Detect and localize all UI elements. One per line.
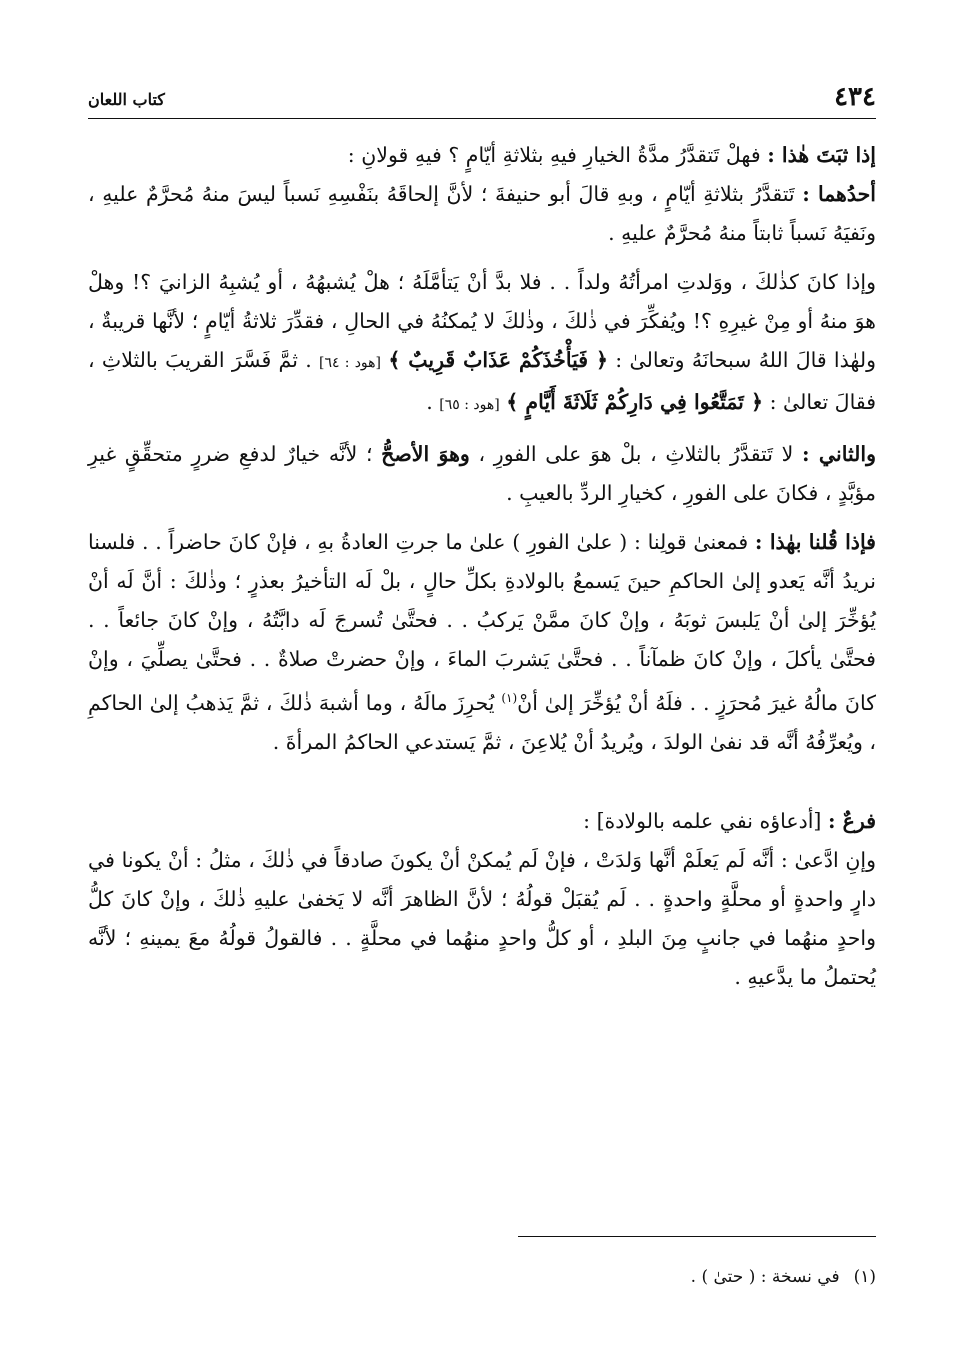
paragraph-6 <box>88 802 876 841</box>
paragraph-4 <box>88 435 876 513</box>
paragraph-1-text: فهلْ تَتقدَّرُ مدَّةُ الخيارِ فيهِ بثلاثةِ أيّامٍ ؟ فيهِ قولانِ : <box>347 143 768 167</box>
paragraph-4-text-1: لا تَتقدَّرُ بالثلاثِ ، بلْ هوَ على الفورِ ، <box>469 442 803 466</box>
page-number: ٤٣٤ <box>834 82 876 112</box>
paragraph-2-lead: أحدُهما : <box>802 182 876 206</box>
paragraph-3 <box>88 263 876 425</box>
verse-reference-2: [هود : ٦٥] <box>439 397 500 413</box>
footnote-rule <box>518 1236 876 1237</box>
footnote <box>88 1262 876 1292</box>
paragraph-7 <box>88 841 876 997</box>
book-page <box>88 0 876 1367</box>
paragraph-5-text: فمعنىٰ قولِنا : ( علىٰ الفورِ ) علىٰ ما جرتِ العادةُ بهِ ، فإنْ كانَ حاضراً . . فلسنا نريدُ أنَّه يَعدو إلىٰ الحاكمِ حينَ يَسمعُ بالولادةِ بكلِّ حالٍ ، بلْ لَه التأخيرُ بعذرٍ ؛ وذٰلكَ : أنَّ لَه أنْ يُؤخِّرَ إلىٰ أنْ يَلبسَ ثوبَهُ ، وإنْ كانَ ممَّنْ يَركبُ . . فحتَّىٰ تُسرجَ لَه دابَّتُهُ ، وإنْ كانَ جائعاً . . فحتَّىٰ يأكلَ ، وإنْ كانَ ظمآناً . . فحتَّىٰ يَشربَ الماءَ ، وإنْ حضرتْ صلاةٌ . . فحتَّىٰ يصلِّيَ ، وإنْ كانَ مالُهُ غيرَ مُحرَزٍ . . فلَهُ أنْ يُؤخِّرَ إلىٰ أنْ <box>88 530 876 715</box>
quran-verse-1: ﴿ فَيَأْخُذَكُمْ عَذَابٌ قَرِيبٌ ﴾ <box>388 348 608 372</box>
page-body <box>88 136 876 997</box>
header-rule <box>88 118 876 119</box>
paragraph-5-text-2: يُحرِزَ مالَهُ ، وما أشبهَ ذٰلكَ ، ثمَّ يَذهبُ إلىٰ الحاكمِ ، ويُعرِّفُهُ أنَّه قد نفىٰ الولدَ ، ويُريدُ أنْ يُلاعِنَ ، ثمَّ يَستدعي الحاكمُ المرأةَ . <box>88 690 876 754</box>
paragraph-7-text: وإنِ ادَّعىٰ : أنَّه لَم يَعلَمْ أنَّها وَلدَتْ ، فإنْ لَم يُمكنْ أنْ يكونَ صادقاً في ذٰلكَ ، مثلُ : أنْ يكونا في دارٍ واحدةٍ أو محلَّةٍ واحدةٍ . . لَم يُقبَلْ قولُهُ ؛ لأنَّ الظاهرَ أنَّه لا يَخفىٰ عليهِ ذٰلكَ ، وإنْ كانَ كلُّ واحدٍ منهُما في جانبٍ مِنَ البلدِ ، أو كلُّ واحدٍ منهُما في محلَّةٍ . . فالقولُ قولُهُ معَ يمينهِ ؛ لأنَّه يُحتملُ ما يدَّعيهِ . <box>88 847 876 989</box>
paragraph-4-text-2: ؛ لأنَّه خيارٌ لدفعِ ضررٍ متحقِّقٍ غيرِ مؤبَّدٍ ، فكانَ على الفورِ ، كخيارِ الردِّ بالعيبِ . <box>88 442 876 505</box>
footnote-number: (١) <box>853 1267 876 1287</box>
running-title: كتاب اللعان <box>88 90 165 109</box>
paragraph-2-text: تَتقدَّرُ بثلاثةِ أيّامٍ ، وبهِ قالَ أبو حنيفةَ ؛ لأنَّ إلحاقَهُ بنَفْسِهِ نَسباً ليسَ منهُ مُحرَّمٌ عليهِ ، ونَفيَهُ نَسباً ثابتاً منهُ مُحرَّمٌ عليهِ . <box>88 182 876 245</box>
footnote-marker: (١) <box>501 691 518 705</box>
footnote-text: في نسخة : ( حتىٰ ) . <box>690 1267 840 1287</box>
paragraph-3-text: وإذا كانَ كذٰلكَ ، ووَلدتِ امرأتُهُ ولداً . . فلا بدَّ أنْ يَتأمَّلَهُ ؛ هلْ يُشبهُهُ ، أو يُشبِهُ الزانيَ ؟! وهلْ هوَ منهُ أو مِنْ غيرِهِ ؟! ويُفكِّرَ في ذٰلكَ ، وذٰلكَ لا يُمكنُهُ في الحالِ ، فقدِّرَ ثلاثةُ أيّامٍ ؛ لأنَّها قريبةٌ ، ولهٰذا قالَ اللهُ سبحانَهُ وتعالىٰ : <box>88 270 876 372</box>
paragraph-3-end: . <box>426 390 440 414</box>
paragraph-2 <box>88 175 876 253</box>
page-header <box>88 78 876 118</box>
paragraph-1 <box>88 136 876 175</box>
verse-reference-1: [هود : ٦٤] <box>319 355 382 371</box>
paragraph-6-lead: فرعٌ : <box>827 808 876 833</box>
paragraph-5 <box>88 523 876 762</box>
paragraph-1-lead: إذا ثبَتَ هٰذا : <box>767 143 876 167</box>
quran-verse-2: ﴿ تَمَتَّعُوا فِي دَارِكُمْ ثَلَاثَةَ أَيَّامٍ ﴾ <box>506 390 764 414</box>
paragraph-6-text: [أدعاؤه نفي علمه بالولادة] : <box>583 808 828 833</box>
paragraph-4-bold: وهوَ الأصحُّ <box>381 442 470 466</box>
paragraph-3-mid: . ثمَّ فَسَّرَ القريبَ بالثلاثِ ، فقالَ تعالىٰ : <box>88 348 876 414</box>
paragraph-5-lead: فإذا قُلنا بهٰذا : <box>754 530 876 554</box>
paragraph-4-lead: والثاني : <box>802 442 876 466</box>
